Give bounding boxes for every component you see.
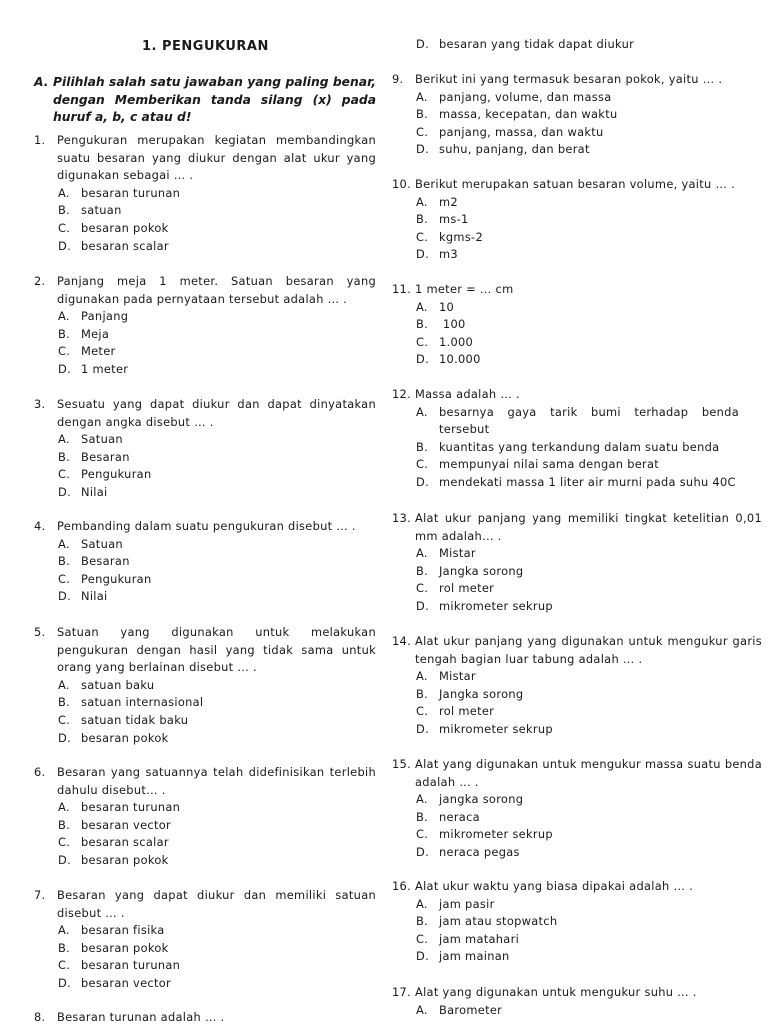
option-c[interactable]: C. mikrometer sekrup bbox=[416, 827, 553, 842]
option-a[interactable]: A. besarnya gaya tarik bumi terhadap benda tersebut bbox=[416, 404, 739, 437]
option-a[interactable]: A. besaran fisika bbox=[58, 923, 165, 938]
option-d[interactable]: D. besaran pokok bbox=[58, 730, 169, 745]
question-15 bbox=[392, 756, 762, 862]
option-a[interactable]: A. Mistar bbox=[416, 546, 476, 561]
question-stem: Alat yang digunakan untuk mengukur massa suatu benda adalah … . bbox=[415, 757, 762, 789]
question-number: 17. bbox=[392, 985, 412, 999]
option-b[interactable]: B. Jangka sorong bbox=[416, 686, 524, 701]
question-9 bbox=[392, 71, 762, 159]
instruction bbox=[34, 74, 376, 127]
question-stem: Alat ukur waktu yang biasa dipakai adalah … . bbox=[415, 879, 693, 893]
option-b[interactable]: B. besaran vector bbox=[58, 817, 171, 832]
question-12 bbox=[392, 386, 762, 492]
option-c[interactable]: C. mempunyai nilai sama dengan berat bbox=[416, 457, 660, 472]
question-stem: Panjang meja 1 meter. Satuan besaran yang digunakan pada pernyataan tersebut adalah … . bbox=[57, 274, 376, 306]
option-a[interactable]: A. Mistar bbox=[416, 669, 476, 684]
option-b[interactable]: B. 100 bbox=[416, 317, 466, 332]
question-7 bbox=[34, 887, 376, 993]
page-title: 1. PENGUKURAN bbox=[142, 39, 269, 54]
option-c[interactable]: C. panjang, massa, dan waktu bbox=[416, 124, 604, 139]
option-d[interactable]: D. suhu, panjang, dan berat bbox=[416, 142, 590, 157]
option-a[interactable]: A. jangka sorong bbox=[416, 792, 524, 807]
question-11 bbox=[392, 281, 762, 369]
question-number: 13. bbox=[392, 511, 412, 525]
option-b[interactable]: B. Jangka sorong bbox=[416, 563, 524, 578]
option-d[interactable]: D. mendekati massa 1 liter air murni pada suhu 40C bbox=[416, 474, 736, 489]
question-number: 5. bbox=[34, 625, 46, 639]
option-b[interactable]: B. Meja bbox=[58, 326, 110, 341]
question-2 bbox=[34, 273, 376, 379]
question-number: 1. bbox=[34, 133, 46, 147]
question-17 bbox=[392, 984, 762, 1019]
question-5 bbox=[34, 624, 376, 747]
question-number: 10. bbox=[392, 177, 412, 191]
option-c[interactable]: C. rol meter bbox=[416, 704, 495, 719]
option-a[interactable]: A. besaran turunan bbox=[58, 185, 181, 200]
instruction-label: A. bbox=[34, 75, 49, 89]
option-d[interactable]: D. 1 meter bbox=[58, 361, 129, 376]
question-stem: Pembanding dalam suatu pengukuran disebut … . bbox=[57, 519, 356, 533]
option-b[interactable]: B. kuantitas yang terkandung dalam suatu benda bbox=[416, 439, 720, 454]
option-b[interactable]: B. neraca bbox=[416, 809, 480, 824]
option-d[interactable]: D. mikrometer sekrup bbox=[416, 721, 553, 736]
option-b[interactable]: B. Besaran bbox=[58, 554, 130, 569]
question-stem: Besaran yang satuannya telah didefinisikan terlebih dahulu disebut… . bbox=[57, 765, 376, 797]
question-number: 14. bbox=[392, 634, 412, 648]
question-number: 3. bbox=[34, 397, 46, 411]
question-8-continued bbox=[392, 36, 762, 54]
question-stem: Alat yang digunakan untuk mengukur suhu … . bbox=[415, 985, 697, 999]
option-d[interactable]: D. neraca pegas bbox=[416, 844, 520, 859]
option-d[interactable]: D. 10.000 bbox=[416, 352, 481, 367]
question-number: 7. bbox=[34, 888, 46, 902]
question-number: 9. bbox=[392, 72, 404, 86]
option-d[interactable]: D. Nilai bbox=[58, 589, 108, 604]
option-b[interactable]: B. Besaran bbox=[58, 449, 130, 464]
question-13 bbox=[392, 510, 762, 616]
question-stem: Besaran yang dapat diukur dan memiliki satuan disebut … . bbox=[57, 888, 376, 920]
option-a[interactable]: A. besaran turunan bbox=[58, 800, 181, 815]
option-c[interactable]: C. 1.000 bbox=[416, 334, 474, 349]
question-stem: Satuan yang digunakan untuk melakukan pengukuran dengan hasil yang tidak sama untuk orang yang berlainan disebut … . bbox=[57, 625, 376, 675]
option-c[interactable]: C. besaran turunan bbox=[58, 958, 181, 973]
option-a[interactable]: A. 10 bbox=[416, 299, 455, 314]
option-c[interactable]: C. Pengukuran bbox=[58, 467, 152, 482]
option-d[interactable]: D. besaran vector bbox=[58, 975, 171, 990]
question-3 bbox=[34, 396, 376, 502]
option-b[interactable]: B. besaran pokok bbox=[58, 940, 169, 955]
question-number: 12. bbox=[392, 387, 412, 401]
option-b[interactable]: B. ms-1 bbox=[416, 212, 469, 227]
question-1 bbox=[34, 132, 376, 255]
question-4 bbox=[34, 518, 376, 606]
option-a[interactable]: A. panjang, volume, dan massa bbox=[416, 89, 612, 104]
option-a[interactable]: A. Barometer bbox=[416, 1002, 503, 1017]
question-stem: Massa adalah … . bbox=[415, 387, 520, 401]
option-c[interactable]: C. besaran pokok bbox=[58, 220, 169, 235]
option-b[interactable]: B. jam atau stopwatch bbox=[416, 914, 558, 929]
question-number: 8. bbox=[34, 1010, 46, 1024]
question-number: 16. bbox=[392, 879, 412, 893]
question-stem: Berikut ini yang termasuk besaran pokok, yaitu … . bbox=[415, 72, 723, 86]
option-c[interactable]: C. kgms-2 bbox=[416, 229, 484, 244]
option-c[interactable]: C. satuan tidak baku bbox=[58, 712, 189, 727]
option-d[interactable]: D. Nilai bbox=[58, 484, 108, 499]
question-stem: Alat ukur panjang yang memiliki tingkat ketelitian 0,01 mm adalah… . bbox=[415, 511, 762, 543]
option-a[interactable]: A. jam pasir bbox=[416, 896, 495, 911]
question-stem: 1 meter = … cm bbox=[415, 282, 514, 296]
option-d[interactable]: D. jam mainan bbox=[416, 949, 510, 964]
question-stem: Alat ukur panjang yang digunakan untuk mengukur garis tengah bagian luar tabung adalah … . bbox=[415, 634, 762, 666]
option-c[interactable]: C. rol meter bbox=[416, 581, 495, 596]
option-b[interactable]: B. satuan internasional bbox=[58, 695, 204, 710]
option-a[interactable]: A. satuan baku bbox=[58, 677, 155, 692]
option-a[interactable]: A. Satuan bbox=[58, 432, 123, 447]
question-6 bbox=[34, 764, 376, 870]
option-d[interactable]: D. besaran scalar bbox=[58, 238, 169, 253]
option-d[interactable]: D. m3 bbox=[416, 247, 458, 262]
option-a[interactable]: A. Panjang bbox=[58, 309, 129, 324]
option-b[interactable]: B. satuan bbox=[58, 203, 122, 218]
question-number: 4. bbox=[34, 519, 46, 533]
question-number: 15. bbox=[392, 757, 412, 771]
option-c[interactable]: C. Pengukuran bbox=[58, 571, 152, 586]
question-number: 11. bbox=[392, 282, 412, 296]
option-c[interactable]: C. jam matahari bbox=[416, 931, 520, 946]
option-b[interactable]: B. massa, kecepatan, dan waktu bbox=[416, 107, 618, 122]
option-d[interactable]: D. besaran pokok bbox=[58, 852, 169, 867]
option-a[interactable]: A. Satuan bbox=[58, 536, 123, 551]
option-c[interactable]: C. Meter bbox=[58, 344, 116, 359]
question-16 bbox=[392, 878, 762, 966]
question-stem: Besaran turunan adalah … . bbox=[57, 1010, 225, 1024]
option-d[interactable]: D. besaran yang tidak dapat diukur bbox=[416, 37, 635, 51]
option-d[interactable]: D. mikrometer sekrup bbox=[416, 598, 553, 613]
question-stem: Pengukuran merupakan kegiatan membandingkan suatu besaran yang diukur dengan alat ukur yang digunakan sebagai … . bbox=[57, 133, 376, 183]
question-stem: Berikut merupakan satuan besaran volume, yaitu … . bbox=[415, 177, 735, 191]
option-a[interactable]: A. m2 bbox=[416, 194, 458, 209]
question-14 bbox=[392, 633, 762, 739]
question-number: 2. bbox=[34, 274, 46, 288]
option-c[interactable]: C. besaran scalar bbox=[58, 835, 169, 850]
question-10 bbox=[392, 176, 762, 264]
question-number: 6. bbox=[34, 765, 46, 779]
question-stem: Sesuatu yang dapat diukur dan dapat dinyatakan dengan angka disebut … . bbox=[57, 397, 376, 429]
instruction-text: Pilihlah salah satu jawaban yang paling benar, dengan Memberikan tanda silang (x) pada huruf a, b, c atau d! bbox=[53, 75, 376, 124]
